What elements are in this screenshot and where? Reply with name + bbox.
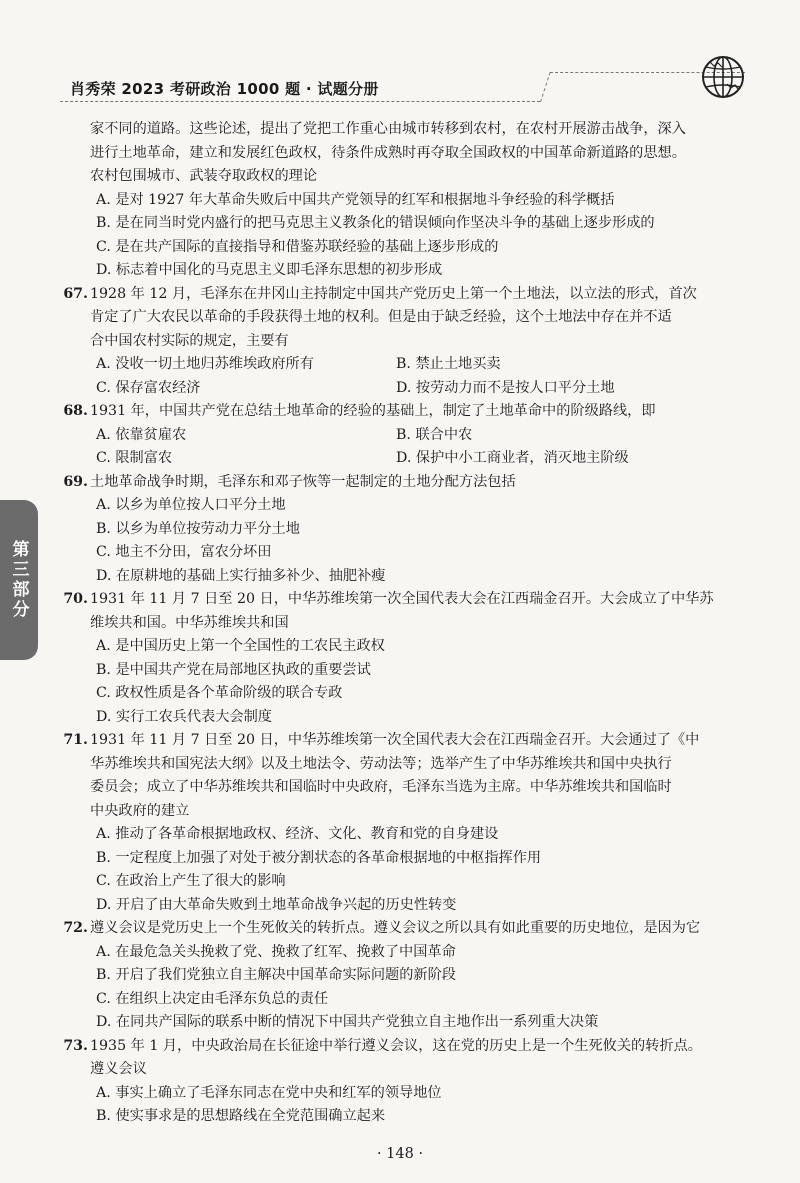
option-b: B. 是中国共产党在局部地区执政的重要尝试 <box>96 661 371 678</box>
page-content <box>63 118 755 1129</box>
question-71 <box>63 729 755 917</box>
question-number: 69. <box>63 473 88 490</box>
option-a: A. 没收一切土地归苏维埃政府所有 <box>96 356 314 372</box>
option-c: C. 政权性质是各个革命阶级的联合专政 <box>96 685 343 701</box>
question-number: 72. <box>63 920 88 936</box>
question-line: 1928 年 12 月，毛泽东在井冈山主持制定中国共产党历史上第一个土地法，以立法的形式，首次 <box>90 285 697 302</box>
option-d: D. 标志着中国化的马克思主义即毛泽东思想的初步形成 <box>96 262 443 278</box>
question-number: 70. <box>63 591 88 607</box>
header-rule-slant <box>540 72 552 102</box>
options-row <box>96 447 755 471</box>
option-d: D. 在同共产国际的联系中断的情况下中国共产党独立自主地作出一系列重大决策 <box>96 1014 599 1030</box>
option-c: C. 在组织上决定由毛泽东负总的责任 <box>96 990 329 1007</box>
question-line: 合中国农村实际的规定，主要有 <box>90 332 289 349</box>
option-c: C. 保存富农经济 <box>96 379 201 396</box>
question-line: 1931 年，中国共产党在总结土地革命的经验的基础上，制定了土地革命中的阶级路线，即 <box>90 403 656 419</box>
question-line: 委员会；成立了中华苏维埃共和国临时中央政府，毛泽东当选为主席。中华苏维埃共和国临时 <box>90 779 672 795</box>
question-line: 遵义会议是党历史上一个生死攸关的转折点。遵义会议之所以具有如此重要的历史地位，是因为它 <box>90 920 701 936</box>
options-row <box>96 353 755 377</box>
question-number: 67. <box>63 285 88 302</box>
question-line: 1935 年 1 月，中央政治局在长征途中举行遵义会议，这在党的历史上是一个生死攸关的转折点。 <box>90 1037 702 1054</box>
question-70 <box>63 588 755 729</box>
option-b: B. 联合中农 <box>396 426 473 443</box>
option-d: D. 保护中小工商业者，消灭地主阶级 <box>396 450 629 466</box>
question-line: 肯定了广大农民以革命的手段获得土地的权利。但是由于缺乏经验，这个土地法中存在并不适 <box>90 309 672 325</box>
option-a: A. 依靠贫雇农 <box>96 426 187 443</box>
question-line: 中央政府的建立 <box>90 802 190 819</box>
question-line: 1931 年 11 月 7 日至 20 日，中华苏维埃第一次全国代表大会在江西瑞金召开。大会通过了《中 <box>90 732 700 748</box>
question-number: 71. <box>63 732 88 748</box>
option-c: C. 在政治上产生了很大的影响 <box>96 873 286 889</box>
option-c: C. 地主不分田，富农分坏田 <box>96 544 272 560</box>
option-b: B. 开启了我们党独立自主解决中国革命实际问题的新阶段 <box>96 967 456 983</box>
option-b: B. 一定程度上加强了对处于被分割状态的各革命根据地的中枢指挥作用 <box>96 849 542 866</box>
question-number: 68. <box>63 403 88 419</box>
option-b: B. 是在同当时党内盛行的把马克思主义教条化的错误倾向作坚决斗争的基础上逐步形成的 <box>96 215 655 231</box>
page-header <box>60 70 740 104</box>
option-b: B. 以乡为单位按劳动力平分土地 <box>96 520 300 537</box>
intro-line: 家不同的道路。这些论述，提出了党把工作重心由城市转移到农村，在农村开展游击战争，深入 <box>90 121 686 137</box>
globe-icon <box>700 54 746 100</box>
intro-line: 进行土地革命，建立和发展红色政权，待条件成熟时再夺取全国政权的中国革命新道路的思想。 <box>90 144 686 161</box>
question-line: 维埃共和国。中华苏维埃共和国 <box>90 614 289 631</box>
option-d: D. 实行工农兵代表大会制度 <box>96 708 272 725</box>
question-line: 遵义会议 <box>90 1061 147 1077</box>
option-a: A. 在最危急关头挽救了党、挽救了红军、挽救了中国革命 <box>96 943 456 960</box>
option-a: A. 事实上确立了毛泽东同志在党中央和红军的领导地位 <box>96 1084 442 1101</box>
question-68 <box>63 400 755 471</box>
question-69 <box>63 471 755 589</box>
options-row <box>96 377 755 401</box>
section-tab: 第三部分 <box>0 500 38 660</box>
option-d: D. 在原耕地的基础上实行抽多补少、抽肥补瘦 <box>96 567 386 584</box>
header-title: 肖秀荣 2023 考研政治 1000 题 · 试题分册 <box>70 80 379 98</box>
question-line: 1931 年 11 月 7 日至 20 日，中华苏维埃第一次全国代表大会在江西瑞金召开。大会成立了中华苏 <box>90 591 714 607</box>
intro-line: 农村包围城市、武装夺取政权的理论 <box>90 168 318 184</box>
intro-block <box>90 118 755 283</box>
question-67 <box>63 283 755 401</box>
option-c: C. 是在共产国际的直接指导和借鉴苏联经验的基础上逐步形成的 <box>96 238 499 255</box>
option-a: A. 以乡为单位按人口平分土地 <box>96 497 286 513</box>
option-d: D. 按劳动力而不是按人口平分土地 <box>396 379 615 396</box>
option-b: B. 禁止土地买卖 <box>396 356 501 372</box>
header-rule <box>60 101 540 103</box>
options-row <box>96 424 755 448</box>
option-d: D. 开启了由大革命失败到土地革命战争兴起的历史性转变 <box>96 896 457 913</box>
option-a: A. 是中国历史上第一个全国性的工农民主政权 <box>96 638 385 654</box>
question-line: 土地革命战争时期，毛泽东和邓子恢等一起制定的土地分配方法包括 <box>90 473 516 490</box>
question-line: 华苏维埃共和国宪法大纲》以及土地法令、劳动法等；选举产生了中华苏维埃共和国中央执行 <box>90 755 672 772</box>
option-a: A. 是对 1927 年大革命失败后中国共产党领导的红军和根据地斗争经验的科学概括 <box>96 191 615 208</box>
question-72 <box>63 917 755 1035</box>
question-73 <box>63 1035 755 1129</box>
option-a: A. 推动了各革命根据地政权、经济、文化、教育和党的自身建设 <box>96 826 499 842</box>
option-c: C. 限制富农 <box>96 450 173 466</box>
option-b: B. 使实事求是的思想路线在全党范围确立起来 <box>96 1108 386 1124</box>
page-number: · 148 · <box>376 1146 424 1162</box>
question-number: 73. <box>63 1037 88 1054</box>
